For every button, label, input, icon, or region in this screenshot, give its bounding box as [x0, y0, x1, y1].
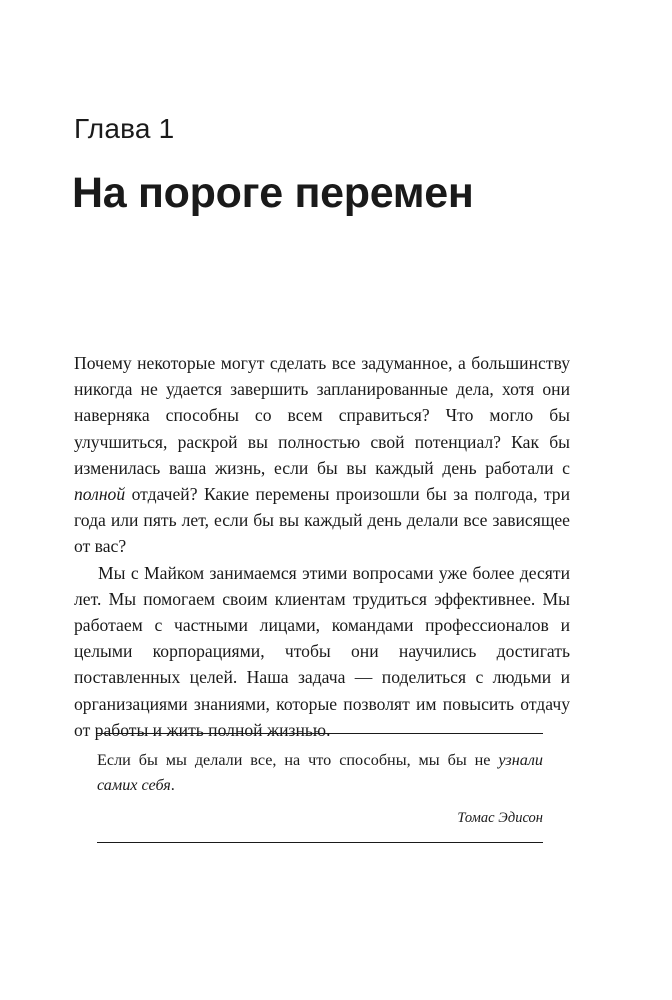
- epigraph-block: [97, 733, 543, 843]
- chapter-body: [74, 350, 570, 743]
- quote-text-end: .: [170, 776, 175, 794]
- quote-italic: узнали самих себя: [97, 751, 543, 794]
- paragraph-text: отдачей? Какие перемены произошли бы за полгода, три года или пять лет, если бы вы каждый день делали все зависящее от вас?: [74, 484, 570, 557]
- italic-emphasis: полной: [74, 484, 126, 505]
- epigraph-attribution: Томас Эдисон: [457, 810, 543, 826]
- chapter-title: На пороге перемен: [72, 169, 474, 217]
- body-paragraph-2: Мы с Майком занимаемся этими вопросами уже более десяти лет. Мы помогаем своим клиентам трудиться эффективнее. Мы работаем с частными лицами, командами профессионалов и целыми корпорациями, чтобы они научились достигать поставленных целей. Наша задача — поделиться с людьми и организациями знаниями, которые позволят им повысить отдачу от работы и жить полной жизнью.: [74, 562, 570, 740]
- body-paragraph-1: [74, 350, 570, 560]
- quote-text: Если бы мы делали все, на что способны, мы бы не: [97, 751, 499, 769]
- paragraph-text: Почему некоторые могут сделать все задуманное, а большинству никогда не удается завершить запланированные дела, хотя они наверняка способны со всем справиться? Что могло бы улучшиться, раскрой вы полностью свой потенциал? Как бы изменилась ваша жизнь, если бы вы каждый день работали с: [74, 353, 570, 478]
- epigraph-bottom-rule: [97, 842, 543, 843]
- epigraph-top-rule: [97, 733, 543, 734]
- epigraph-quote: [97, 748, 543, 798]
- chapter-label: Глава 1: [74, 113, 175, 144]
